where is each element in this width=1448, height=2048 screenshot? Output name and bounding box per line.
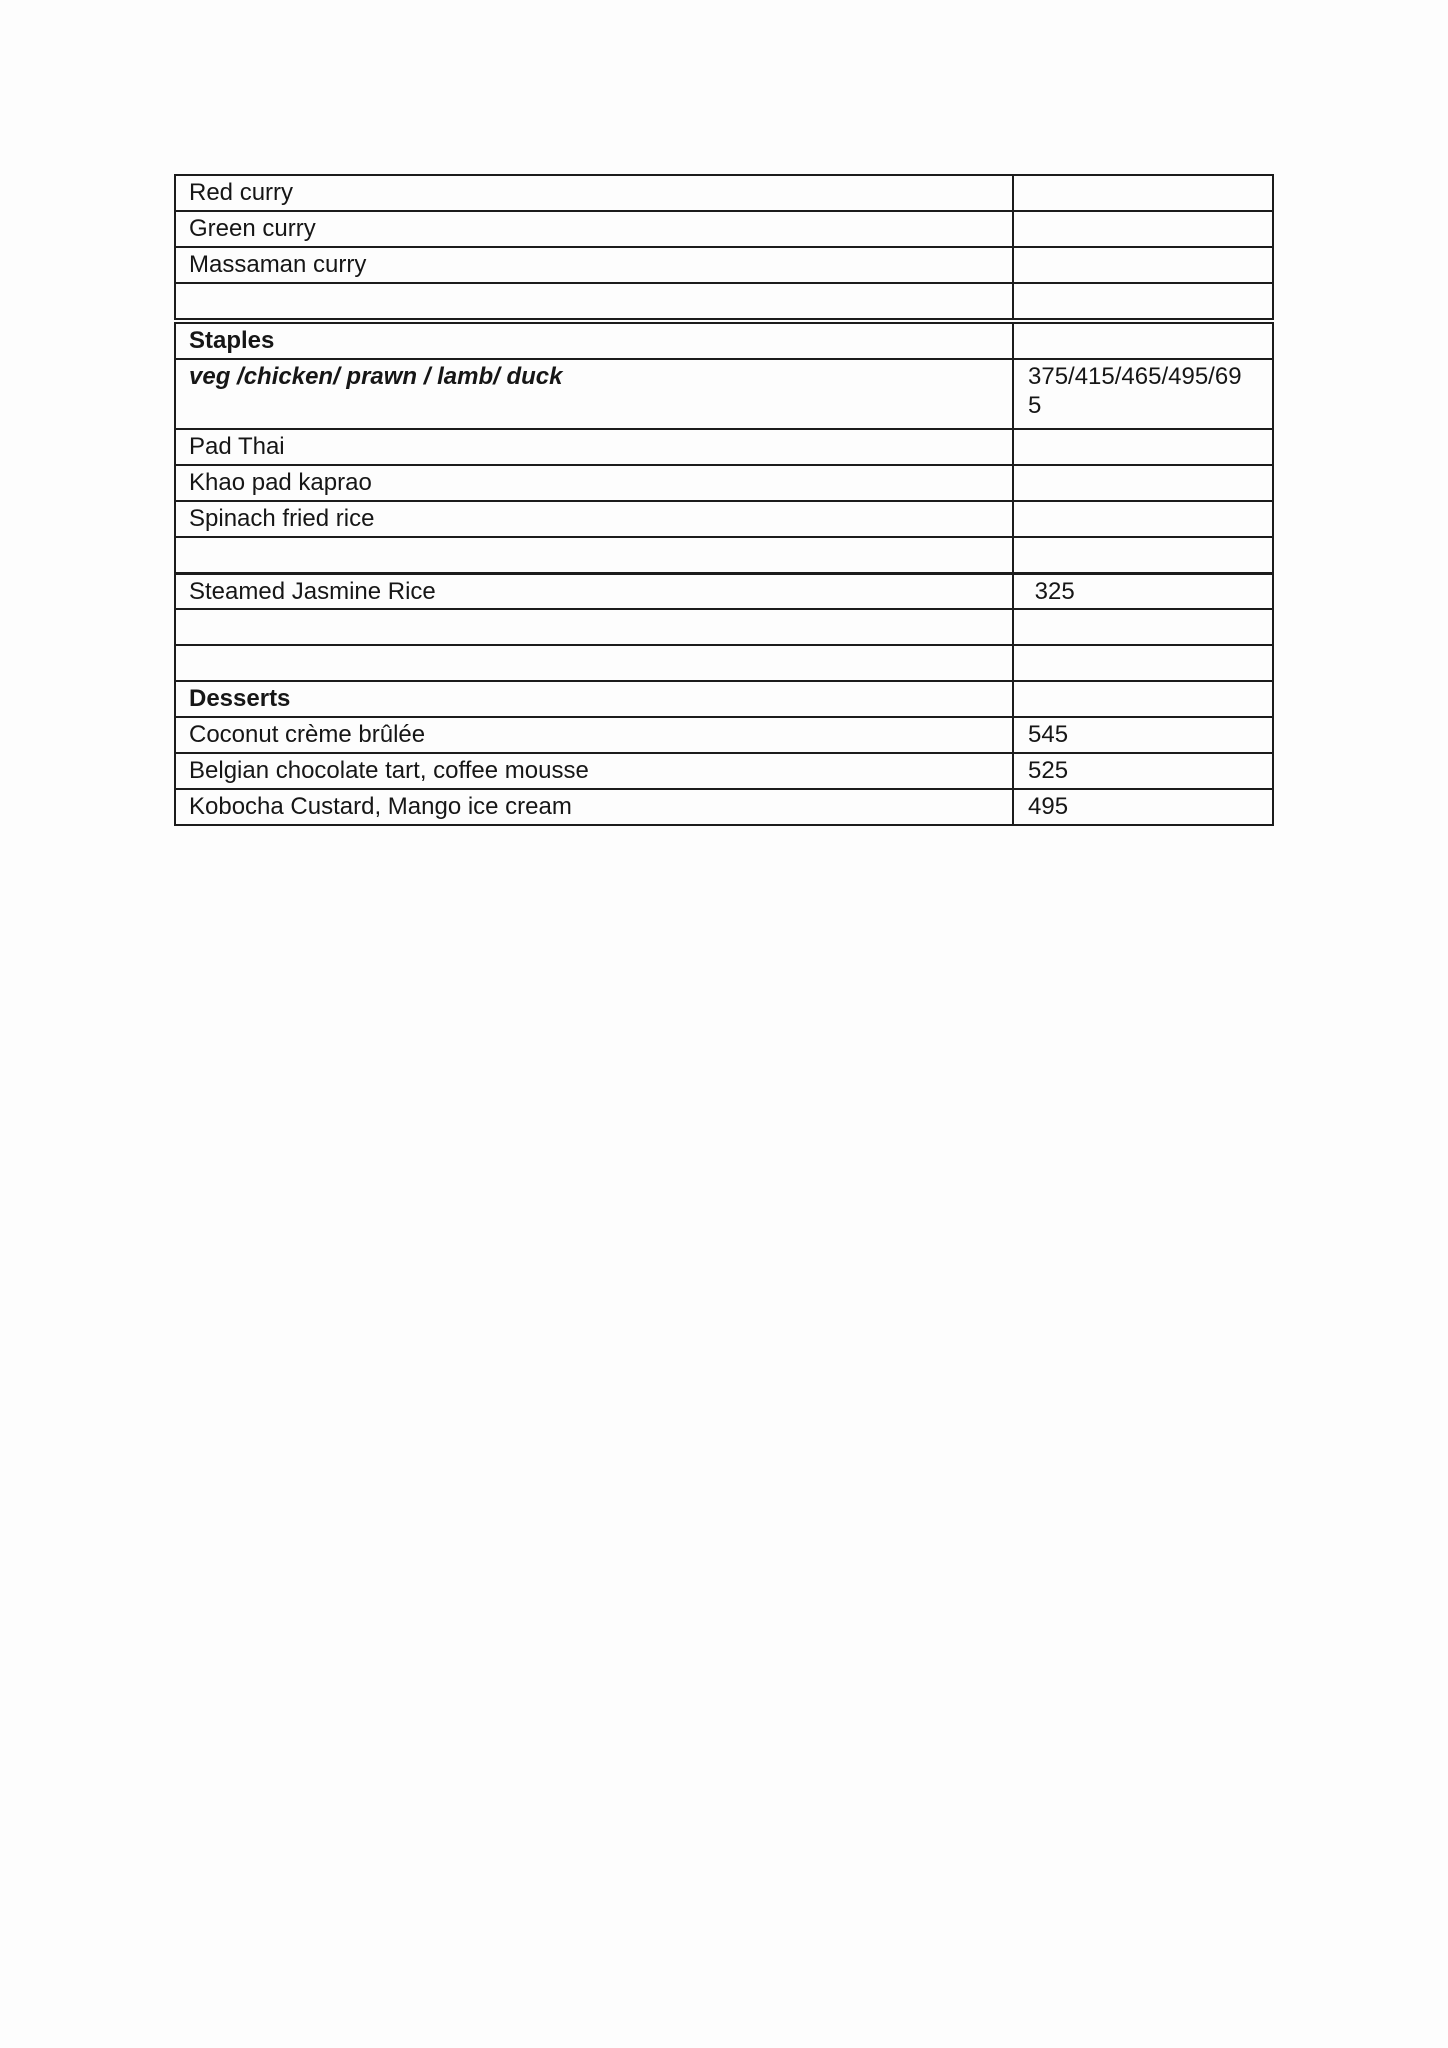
item-cell: Red curry — [175, 175, 1013, 211]
menu-row-empty — [175, 645, 1273, 681]
item-cell: Kobocha Custard, Mango ice cream — [175, 789, 1013, 825]
price-cell — [1013, 501, 1273, 537]
price-cell — [1013, 429, 1273, 465]
menu-row-empty — [175, 283, 1273, 319]
item-cell — [175, 609, 1013, 645]
price-cell — [1013, 175, 1273, 211]
menu-section-row-staples — [175, 323, 1273, 359]
menu-row-spinach-fried-rice — [175, 501, 1273, 537]
price-cell — [1013, 323, 1273, 359]
menu-row-khao-pad-kaprao — [175, 465, 1273, 501]
price-cell — [1013, 211, 1273, 247]
item-cell: Belgian chocolate tart, coffee mousse — [175, 753, 1013, 789]
menu-row-pad-thai — [175, 429, 1273, 465]
menu-row-steamed-jasmine-rice — [175, 573, 1273, 609]
section-header-cell: Staples — [175, 323, 1013, 359]
menu-row-massaman-curry — [175, 247, 1273, 283]
price-cell — [1013, 465, 1273, 501]
price-cell — [1013, 609, 1273, 645]
price-cell: 375/415/465/495/695 — [1013, 359, 1273, 429]
section-header-cell: Desserts — [175, 681, 1013, 717]
item-cell: Khao pad kaprao — [175, 465, 1013, 501]
item-cell: Green curry — [175, 211, 1013, 247]
item-cell — [175, 537, 1013, 573]
price-cell — [1013, 247, 1273, 283]
item-cell: Pad Thai — [175, 429, 1013, 465]
price-cell: 495 — [1013, 789, 1273, 825]
price-cell: 325 — [1013, 573, 1273, 609]
menu-section-row-desserts — [175, 681, 1273, 717]
menu-row-veg-chicken-prawn-lamb-duck — [175, 359, 1273, 429]
menu-row-red-curry — [175, 175, 1273, 211]
item-cell: Coconut crème brûlée — [175, 717, 1013, 753]
menu-row-kobocha-custard — [175, 789, 1273, 825]
menu-row-green-curry — [175, 211, 1273, 247]
menu-row-belgian-chocolate-tart — [175, 753, 1273, 789]
price-cell — [1013, 283, 1273, 319]
item-cell — [175, 283, 1013, 319]
price-cell — [1013, 537, 1273, 573]
price-cell — [1013, 645, 1273, 681]
menu-row-empty — [175, 537, 1273, 573]
price-cell: 545 — [1013, 717, 1273, 753]
item-cell: veg /chicken/ prawn / lamb/ duck — [175, 359, 1013, 429]
menu-row-coconut-creme-brulee — [175, 717, 1273, 753]
menu-row-empty — [175, 609, 1273, 645]
item-cell — [175, 645, 1013, 681]
item-cell: Massaman curry — [175, 247, 1013, 283]
menu-table-curries — [174, 174, 1274, 320]
item-cell: Steamed Jasmine Rice — [175, 573, 1013, 609]
item-cell: Spinach fried rice — [175, 501, 1013, 537]
price-cell: 525 — [1013, 753, 1273, 789]
price-cell — [1013, 681, 1273, 717]
menu-table-staples-desserts — [174, 322, 1274, 826]
